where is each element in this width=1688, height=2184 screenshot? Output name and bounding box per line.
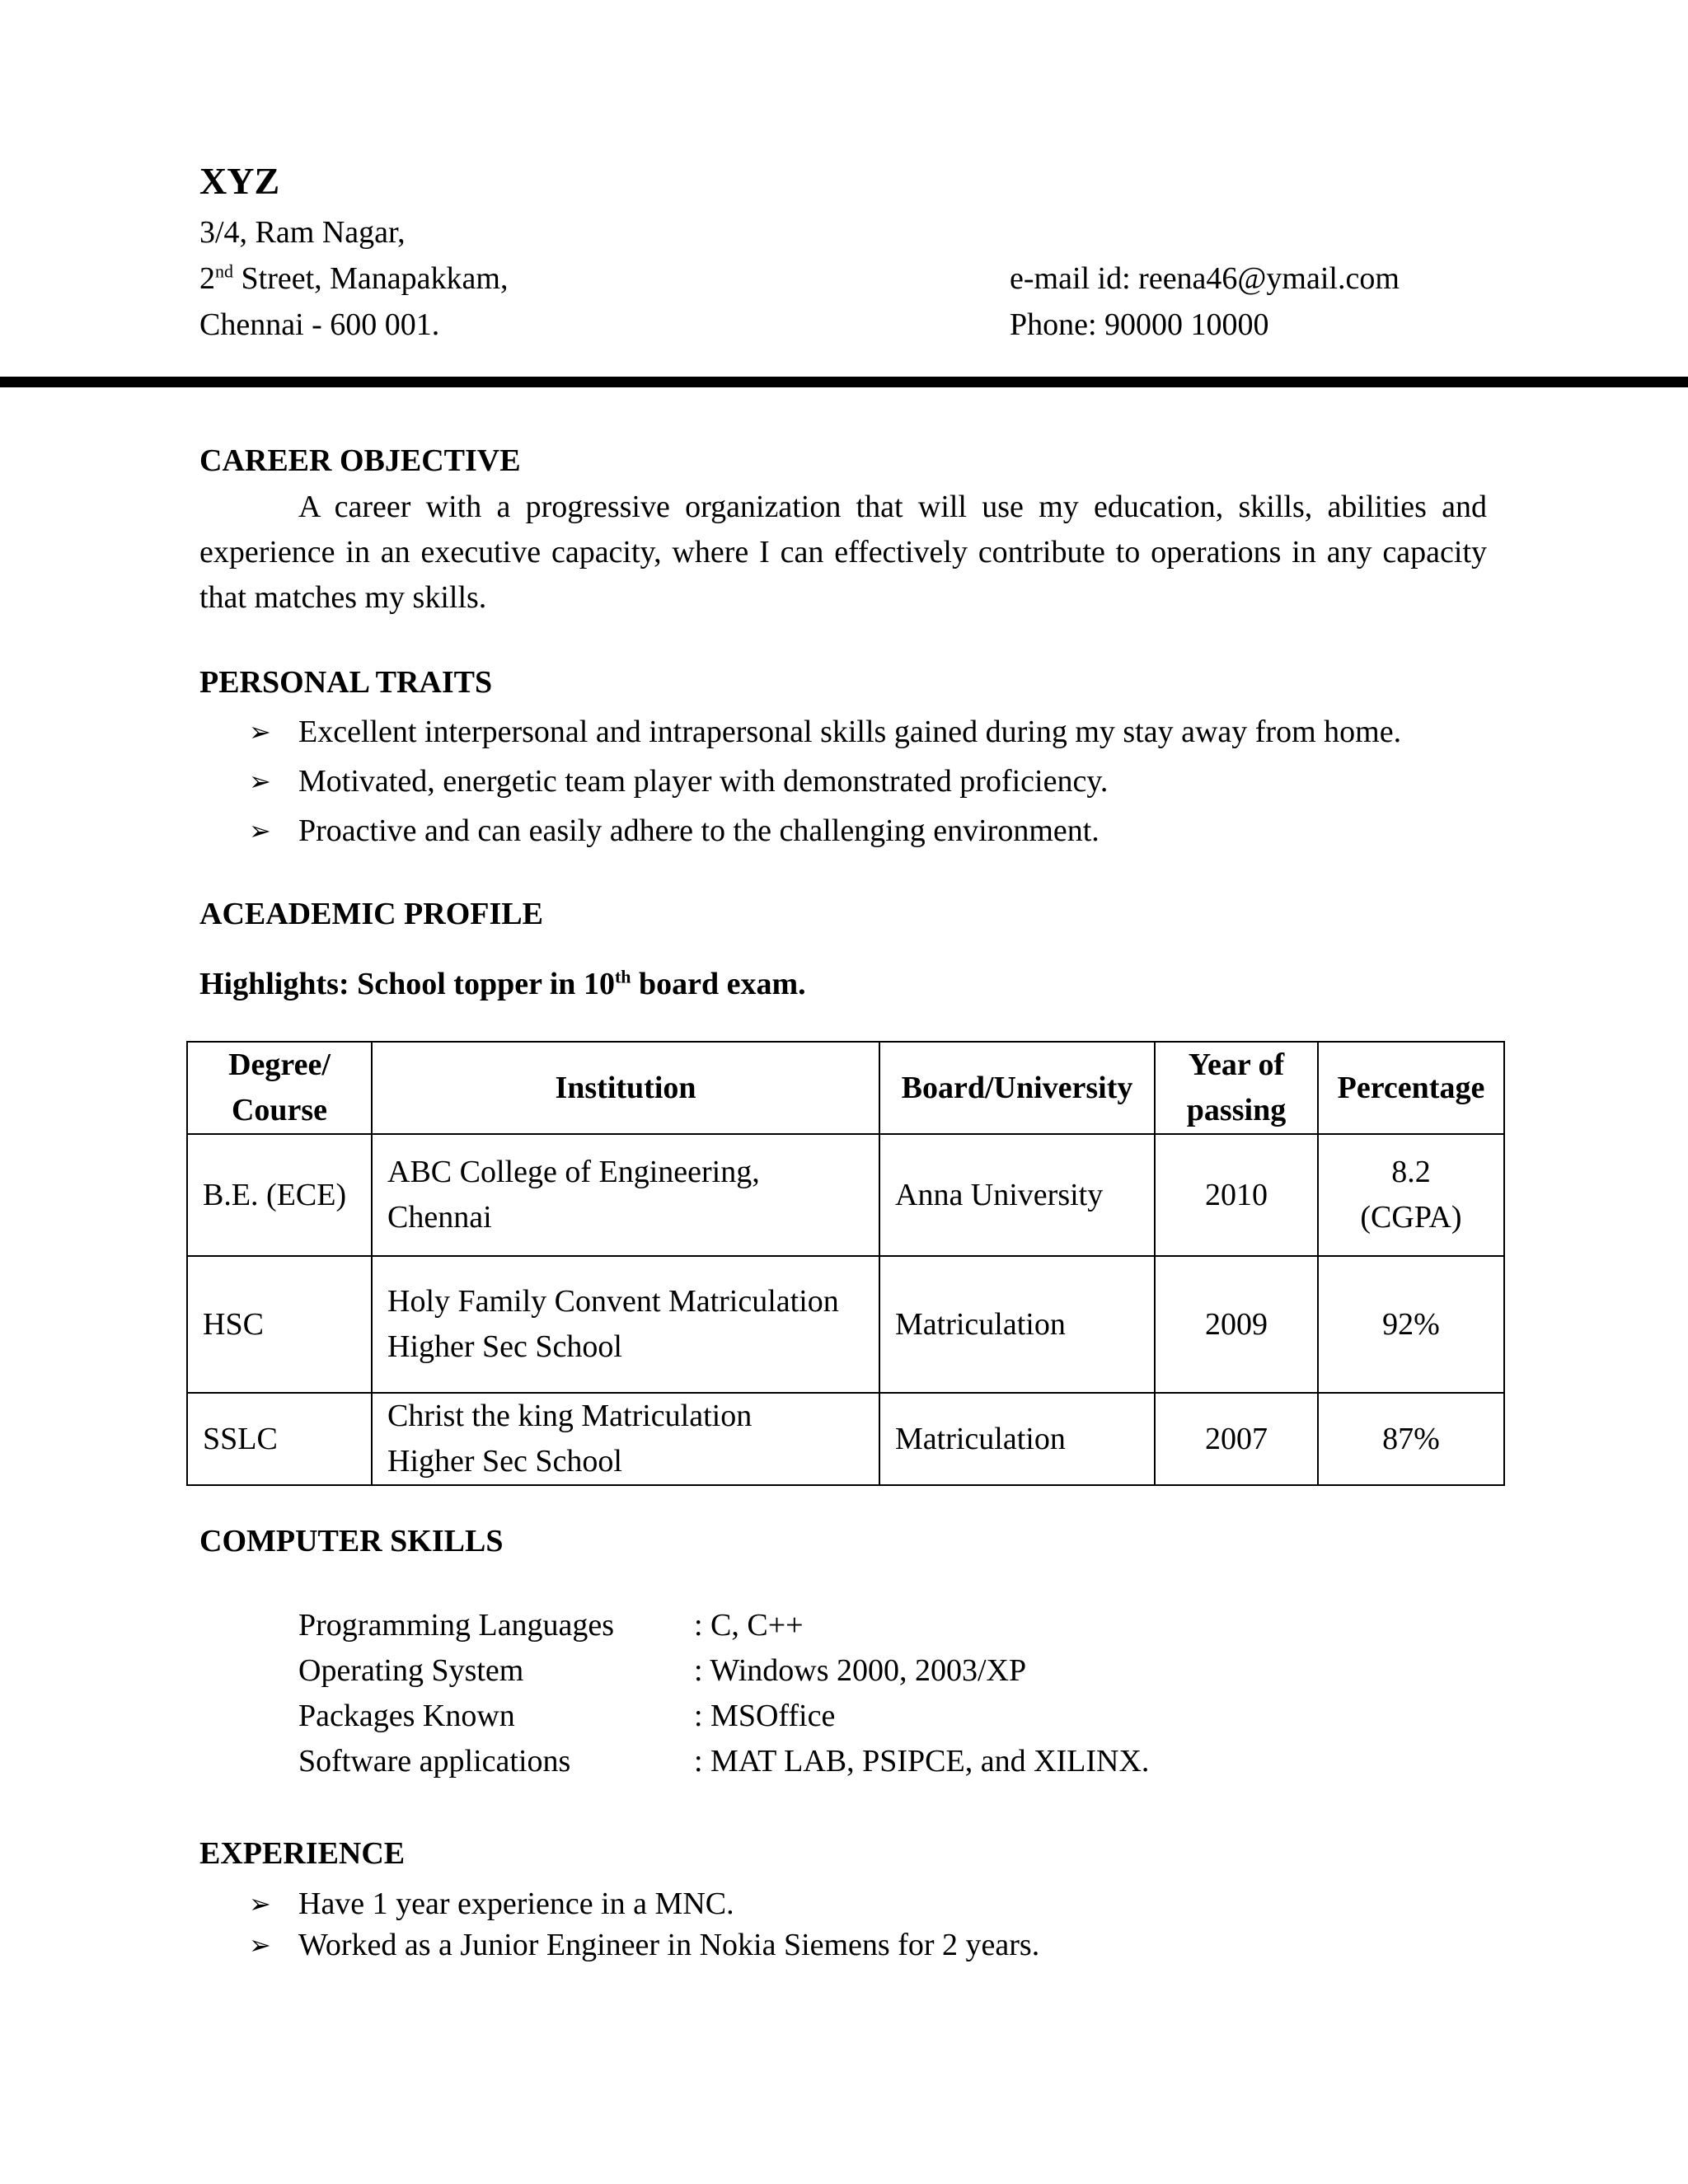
skill-value: : MAT LAB, PSIPCE, and XILINX. [694, 1744, 1150, 1779]
cell-degree: HSC [187, 1256, 372, 1393]
address-line-3: Chennai - 600 001. [199, 307, 440, 342]
cell-percentage: 92% [1318, 1256, 1504, 1393]
header-divider [0, 377, 1688, 387]
cell-institution: Christ the king Matriculation Higher Sec School [372, 1393, 879, 1485]
experience-list [199, 1883, 1518, 1966]
arrow-bullet-icon: ➢ [249, 766, 271, 796]
cell-year: 2009 [1155, 1256, 1318, 1393]
phone-text: Phone: 90000 10000 [1010, 307, 1269, 342]
arrow-bullet-icon: ➢ [249, 816, 271, 846]
skill-label: Programming Languages [298, 1608, 615, 1643]
header-year: Year of passing [1155, 1042, 1318, 1134]
personal-traits-title: PERSONAL TRAITS [199, 665, 493, 700]
cell-institution: ABC College of Engineering, Chennai [372, 1134, 879, 1256]
cell-board: Matriculation [879, 1393, 1155, 1485]
address-line-2-rest: Street, Manapakkam, [233, 261, 509, 296]
skill-value: : C, C++ [694, 1608, 804, 1643]
table-row [187, 1393, 1504, 1485]
email-text: e-mail id: reena46@ymail.com [1010, 261, 1400, 296]
arrow-bullet-icon: ➢ [249, 717, 271, 747]
list-item: ➢ Proactive and can easily adhere to the challenging environment. [199, 806, 1518, 855]
header-institution: Institution [372, 1042, 879, 1134]
list-item: ➢ Excellent interpersonal and intrapersonal skills gained during my stay away from home. [199, 707, 1518, 757]
address-line-2-number: 2 [199, 261, 215, 296]
cell-board: Matriculation [879, 1256, 1155, 1393]
cell-board: Anna University [879, 1134, 1155, 1256]
address-line-2-suffix: nd [215, 260, 233, 282]
table-row [187, 1256, 1504, 1393]
cell-degree: SSLC [187, 1393, 372, 1485]
list-item: ➢ Have 1 year experience in a MNC. [199, 1883, 1518, 1924]
career-objective-title: CAREER OBJECTIVE [199, 443, 521, 478]
header-percentage: Percentage [1318, 1042, 1504, 1134]
skill-value: : Windows 2000, 2003/XP [694, 1653, 1027, 1688]
skill-label: Packages Known [298, 1699, 515, 1733]
academic-profile-title: ACEADEMIC PROFILE [199, 897, 543, 931]
career-objective-text: A career with a progressive organization that will use my education, skills, abilities and experience in an executive capacity, where I can effectively contribute to operations in any capacity that matches my skills. [199, 490, 1487, 615]
skill-value: : MSOffice [694, 1699, 836, 1733]
cell-year: 2010 [1155, 1134, 1318, 1256]
academic-table [186, 1041, 1505, 1486]
arrow-bullet-icon: ➢ [249, 1889, 271, 1919]
address-line-2 [199, 259, 508, 299]
table-row [187, 1134, 1504, 1256]
personal-traits-list [199, 707, 1518, 855]
cell-percentage: 87% [1318, 1393, 1504, 1485]
cell-degree: B.E. (ECE) [187, 1134, 372, 1256]
skill-label: Operating System [298, 1653, 524, 1688]
arrow-bullet-icon: ➢ [249, 1930, 271, 1960]
candidate-name: XYZ [199, 160, 280, 202]
table-header-row [187, 1042, 1504, 1134]
cell-percentage: 8.2 (CGPA) [1318, 1134, 1504, 1256]
header-degree: Degree/ Course [187, 1042, 372, 1134]
cell-year: 2007 [1155, 1393, 1318, 1485]
list-item: ➢ Motivated, energetic team player with demonstrated proficiency. [199, 757, 1518, 806]
address-line-1: 3/4, Ram Nagar, [199, 215, 406, 250]
skill-label: Software applications [298, 1744, 571, 1779]
experience-title: EXPERIENCE [199, 1836, 406, 1871]
computer-skills-title: COMPUTER SKILLS [199, 1524, 504, 1558]
list-item: ➢ Worked as a Junior Engineer in Nokia Siemens for 2 years. [199, 1924, 1518, 1966]
academic-highlight: Highlights: School topper in 10th board exam. [199, 966, 806, 1001]
header-board: Board/University [879, 1042, 1155, 1134]
cell-institution: Holy Family Convent Matriculation Higher Sec School [372, 1256, 879, 1393]
